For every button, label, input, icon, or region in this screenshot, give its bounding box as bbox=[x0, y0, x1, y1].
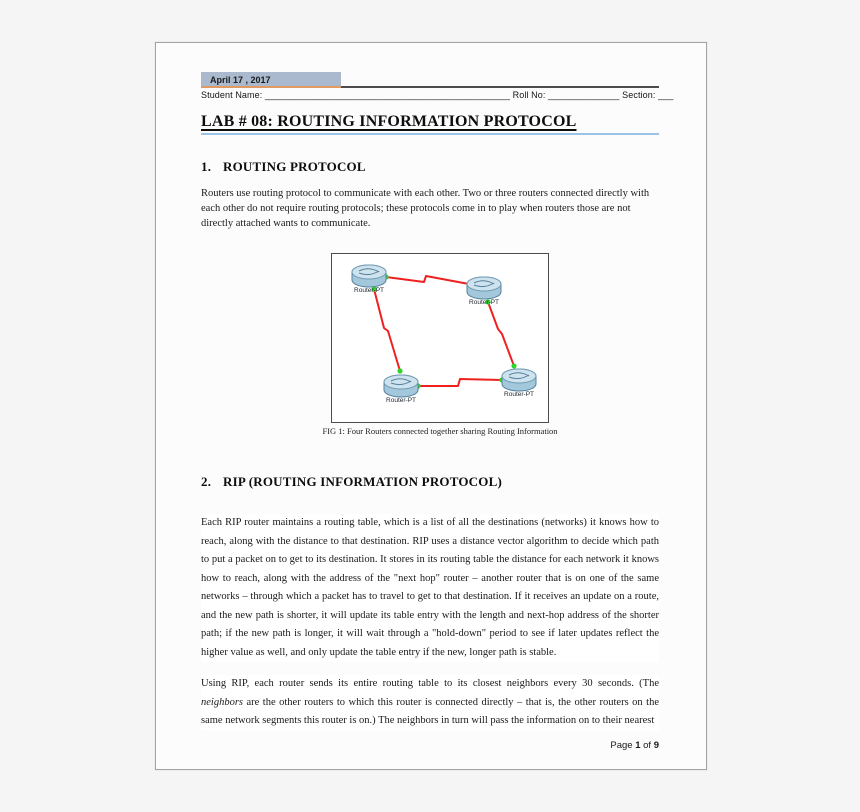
section-2-number: 2. bbox=[201, 474, 212, 489]
paragraph-2-post: are the other routers to which this router is connected directly – that is, the other routers on the same network segments this router is on.) The neighbors in turn will pass the information on to their nearest bbox=[201, 696, 659, 726]
link-r1-r2 bbox=[386, 276, 469, 284]
page-word: Page bbox=[610, 740, 633, 751]
router-icon-top-right bbox=[467, 277, 501, 306]
port-dot bbox=[397, 368, 402, 373]
header-date-row bbox=[201, 68, 659, 88]
section-2-heading bbox=[201, 474, 659, 490]
link-r1-r3 bbox=[374, 289, 400, 371]
document-page bbox=[155, 42, 707, 770]
student-name-label: Student Name: bbox=[201, 90, 263, 100]
paragraph-2-italic-word: neighbors bbox=[201, 696, 243, 708]
network-topology-figure bbox=[331, 253, 549, 423]
page-current: 1 bbox=[635, 740, 641, 751]
router-label: Router-PT bbox=[504, 391, 534, 398]
port-dot bbox=[511, 363, 516, 368]
link-r3-r4 bbox=[418, 379, 502, 386]
section-1-heading bbox=[201, 159, 659, 175]
section-1-title: ROUTING PROTOCOL bbox=[223, 159, 366, 174]
header-rule bbox=[341, 68, 659, 88]
figure-caption: FIG 1: Four Routers connected together sharing Routing Information bbox=[322, 426, 558, 436]
roll-no-blank: ______________ bbox=[548, 90, 620, 100]
section-1-number: 1. bbox=[201, 159, 212, 174]
page-title: LAB # 08: ROUTING INFORMATION PROTOCOL bbox=[201, 113, 577, 130]
section-2-title: RIP (ROUTING INFORMATION PROTOCOL) bbox=[223, 474, 502, 489]
router-label: Router-PT bbox=[469, 299, 499, 306]
link-r2-r4 bbox=[488, 302, 514, 366]
router-icon-bottom-right bbox=[502, 369, 536, 398]
page-total: 9 bbox=[653, 740, 659, 751]
title-rule bbox=[201, 113, 659, 135]
section-blank: ___ bbox=[658, 90, 674, 100]
roll-no-label: Roll No: bbox=[512, 90, 546, 100]
date-box: April 17 , 2017 bbox=[201, 72, 341, 88]
router-icon-top-left bbox=[352, 265, 386, 294]
section-1-paragraph: Routers use routing protocol to communicate with each other. Two or three routers connected directly with each other do not require routing protocols; these protocols come in to play when routers those are not directly attached wants to communicate. bbox=[201, 188, 650, 229]
page-footer bbox=[610, 740, 659, 751]
section-label: Section: bbox=[622, 90, 656, 100]
router-label: Router-PT bbox=[386, 397, 416, 404]
router-label: Router-PT bbox=[354, 287, 384, 294]
topology-diagram bbox=[332, 254, 548, 422]
of-word: of bbox=[643, 740, 652, 751]
paragraph-2-pre: Using RIP, each router sends its entire routing table to its closest neighbors every 30 seconds. (The bbox=[201, 678, 659, 689]
section-2-paragraph-1: Each RIP router maintains a routing table, which is a list of all the destinations (networks) it knows how to reach, along with the distance to that destination. RIP uses a distance vector algorithm to decide which path to put a packet on to get to its destination. It stores in its routing table the distance for each network it knows how to reach, along with the address of the "next hop" router – another router that is on one of the same networks – through which a packet has to travel to get to that destination. If it receives an update on a route, and the new path is shorter, it will update its table entry with the length and next-hop address of the shorter path; if the new path is longer, it will wait through a "hold-down" period to see if later updates reflect the higher value as well, and only update the table entry if the new, longer path is stable. bbox=[201, 514, 659, 662]
student-info-line bbox=[201, 90, 674, 100]
student-name-blank: ________________________________________________ bbox=[264, 90, 511, 100]
figure-1 bbox=[322, 253, 558, 436]
router-icon-bottom-left bbox=[384, 375, 418, 404]
section-2-paragraph-2 bbox=[201, 675, 659, 731]
